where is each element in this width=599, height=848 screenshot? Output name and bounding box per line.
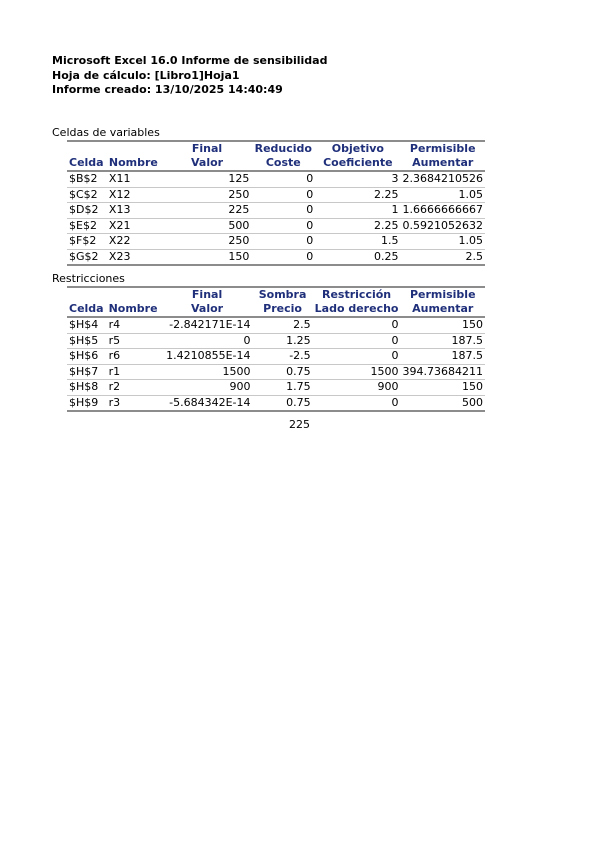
cell-valor: 900 — [162, 380, 253, 396]
cell-valor: 1.4210855E-14 — [162, 349, 253, 365]
cell-valor: 0 — [162, 333, 253, 349]
header-celda: Celda — [67, 156, 107, 171]
table-row — [67, 187, 485, 203]
cell-nombre: r2 — [107, 380, 162, 396]
header-cell — [107, 141, 163, 156]
header-cell — [67, 141, 107, 156]
table-row — [67, 317, 485, 333]
cell-nombre: X23 — [107, 249, 163, 265]
cell-celda: $H$5 — [67, 333, 107, 349]
cell-nombre: X11 — [107, 171, 163, 187]
cell-celda: $F$2 — [67, 234, 107, 250]
cell-celda: $H$4 — [67, 317, 107, 333]
cell-precio: 1.75 — [253, 380, 313, 396]
variables-header-row-bottom — [67, 156, 485, 171]
cell-coste: 0 — [251, 234, 315, 250]
cell-aumentar: 2.5 — [400, 249, 485, 265]
cell-lado-derecho: 0 — [313, 317, 401, 333]
cell-lado-derecho: 900 — [313, 380, 401, 396]
variables-table — [67, 140, 485, 266]
header-sombra: Sombra — [253, 287, 313, 302]
header-objetivo: Objetivo — [315, 141, 400, 156]
header-nombre: Nombre — [107, 302, 162, 317]
cell-valor: 225 — [163, 203, 252, 219]
cell-aumentar: 394.73684211 — [400, 364, 485, 380]
table-row — [67, 395, 485, 411]
page-number: 225 — [289, 418, 310, 431]
cell-celda: $C$2 — [67, 187, 107, 203]
header-lado-derecho: Lado derecho — [314, 302, 399, 315]
created-line: Informe creado: 13/10/2025 14:40:49 — [52, 83, 283, 96]
cell-aumentar: 1.05 — [400, 187, 485, 203]
cell-coeficiente: 1.5 — [315, 234, 400, 250]
table-row — [67, 171, 485, 187]
cell-nombre: r4 — [107, 317, 162, 333]
cell-coeficiente: 1 — [315, 203, 400, 219]
report-title: Microsoft Excel 16.0 Informe de sensibilidad — [52, 54, 328, 67]
header-precio: Precio — [253, 302, 313, 317]
cell-celda: $H$6 — [67, 349, 107, 365]
cell-valor: 500 — [163, 218, 252, 234]
cell-coeficiente: 2.25 — [315, 218, 400, 234]
header-valor: Valor — [162, 302, 253, 317]
cell-valor: 125 — [163, 171, 252, 187]
cell-valor: 250 — [163, 187, 252, 203]
cell-lado-derecho: 1500 — [313, 364, 401, 380]
header-cell — [107, 287, 162, 302]
cell-coeficiente: 0.25 — [315, 249, 400, 265]
cell-precio: 1.25 — [253, 333, 313, 349]
variables-section-title: Celdas de variables — [52, 126, 160, 139]
table-row — [67, 349, 485, 365]
cell-celda: $H$8 — [67, 380, 107, 396]
cell-precio: 0.75 — [253, 395, 313, 411]
header-coeficiente: Coeficiente — [315, 156, 400, 171]
header-valor: Valor — [163, 156, 252, 171]
cell-valor: -5.684342E-14 — [162, 395, 253, 411]
table-row — [67, 234, 485, 250]
cell-aumentar: 1.6666666667 — [400, 203, 485, 219]
report-header — [52, 54, 327, 98]
restrictions-header-row-top — [67, 287, 485, 302]
cell-nombre: X21 — [107, 218, 163, 234]
cell-aumentar: 0.5921052632 — [400, 218, 485, 234]
cell-nombre: X22 — [107, 234, 163, 250]
restrictions-header-row-bottom — [67, 302, 485, 317]
cell-coste: 0 — [251, 203, 315, 219]
cell-lado-derecho: 0 — [313, 349, 401, 365]
cell-nombre: r6 — [107, 349, 162, 365]
header-final: Final — [162, 287, 253, 302]
cell-aumentar: 500 — [400, 395, 485, 411]
header-nombre: Nombre — [107, 156, 163, 171]
cell-coeficiente: 3 — [315, 171, 400, 187]
variables-header-row-top — [67, 141, 485, 156]
cell-valor: 1500 — [162, 364, 253, 380]
cell-valor: 150 — [163, 249, 252, 265]
cell-celda: $H$9 — [67, 395, 107, 411]
cell-aumentar: 187.5 — [400, 333, 485, 349]
header-permisible: Permisible — [400, 287, 485, 302]
header-aumentar: Aumentar — [400, 302, 485, 317]
cell-nombre: X12 — [107, 187, 163, 203]
cell-valor: -2.842171E-14 — [162, 317, 253, 333]
header-coste: Coste — [251, 156, 315, 171]
table-row — [67, 364, 485, 380]
header-aumentar: Aumentar — [400, 156, 485, 171]
header-permisible: Permisible — [400, 141, 485, 156]
cell-aumentar: 150 — [400, 317, 485, 333]
restrictions-section-title: Restricciones — [52, 272, 125, 285]
cell-coste: 0 — [251, 218, 315, 234]
cell-aumentar: 1.05 — [400, 234, 485, 250]
header-restriccion: Restricción — [313, 287, 401, 302]
cell-coste: 0 — [251, 171, 315, 187]
cell-aumentar: 187.5 — [400, 349, 485, 365]
cell-lado-derecho: 0 — [313, 333, 401, 349]
cell-celda: $E$2 — [67, 218, 107, 234]
cell-aumentar: 2.3684210526 — [400, 171, 485, 187]
table-row — [67, 380, 485, 396]
restrictions-table — [67, 286, 485, 412]
worksheet-line: Hoja de cálculo: [Libro1]Hoja1 — [52, 68, 240, 82]
cell-precio: 0.75 — [253, 364, 313, 380]
cell-nombre: X13 — [107, 203, 163, 219]
cell-nombre: r1 — [107, 364, 162, 380]
cell-celda: $D$2 — [67, 203, 107, 219]
table-row — [67, 218, 485, 234]
cell-aumentar: 150 — [400, 380, 485, 396]
header-final: Final — [163, 141, 252, 156]
table-row — [67, 203, 485, 219]
cell-celda: $H$7 — [67, 364, 107, 380]
cell-nombre: r5 — [107, 333, 162, 349]
cell-precio: -2.5 — [253, 349, 313, 365]
cell-precio: 2.5 — [253, 317, 313, 333]
cell-celda: $G$2 — [67, 249, 107, 265]
header-cell — [67, 287, 107, 302]
table-row — [67, 249, 485, 265]
cell-celda: $B$2 — [67, 171, 107, 187]
cell-lado-derecho: 0 — [313, 395, 401, 411]
cell-coste: 0 — [251, 249, 315, 265]
header-celda: Celda — [67, 302, 107, 317]
cell-coeficiente: 2.25 — [315, 187, 400, 203]
cell-valor: 250 — [163, 234, 252, 250]
header-reducido: Reducido — [251, 141, 315, 156]
cell-nombre: r3 — [107, 395, 162, 411]
table-row — [67, 333, 485, 349]
cell-coste: 0 — [251, 187, 315, 203]
